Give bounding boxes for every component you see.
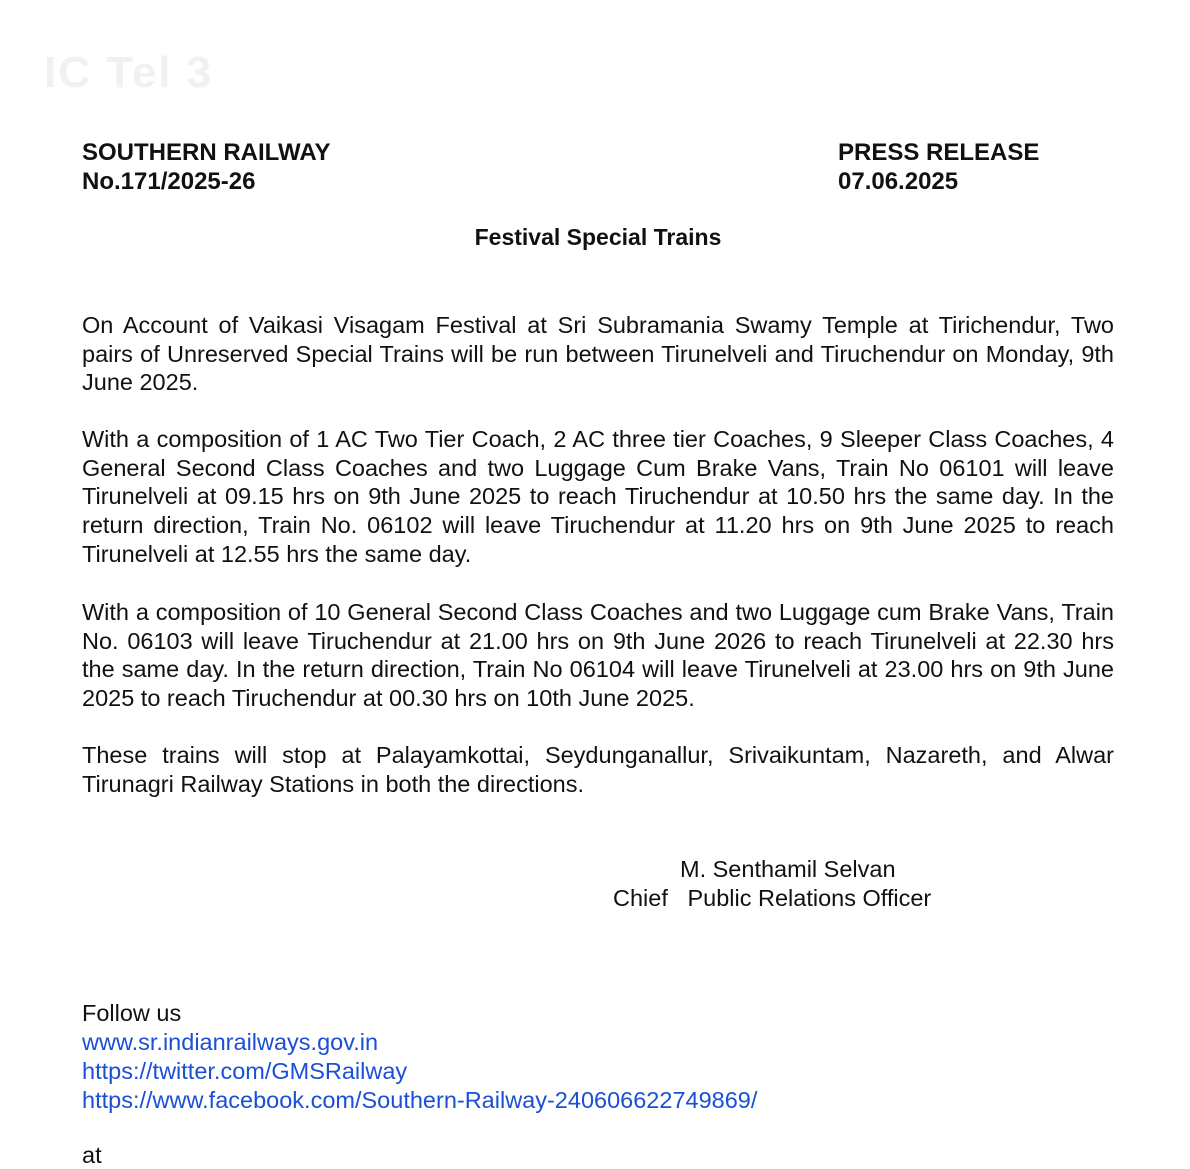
- paragraph-stops: These trains will stop at Palayamkottai, Seydunganallur, Srivaikuntam, Nazareth, and Alwar Tirunagri Railway Stations in both the directions.: [82, 742, 1114, 797]
- follow-us-label: Follow us: [82, 1000, 182, 1026]
- org-name: SOUTHERN RAILWAY: [82, 139, 331, 166]
- facebook-link[interactable]: https://www.facebook.com/Southern-Railway-240606622749869/: [82, 1087, 758, 1113]
- release-date: 07.06.2025: [838, 168, 959, 195]
- website-link[interactable]: www.sr.indianrailways.gov.in: [82, 1029, 379, 1055]
- paragraph-train-pair-1: With a composition of 1 AC Two Tier Coach, 2 AC three tier Coaches, 9 Sleeper Class Coaches, 4 General Second Class Coaches and two Luggage Cum Brake Vans, Train No 06101 will leave Tirunelveli at 09.15 hrs on 9th June 2025 to reach Tiruchendur at 10.50 hrs the same day. In the return direction, Train No. 06102 will leave Tiruchendur at 11.20 hrs on 9th June 2025 to reach Tirunelveli at 12.55 hrs the same day.: [82, 426, 1114, 567]
- header-right: [838, 138, 1039, 196]
- signatory-name: M. Senthamil Selvan: [680, 856, 896, 882]
- twitter-link[interactable]: https://twitter.com/GMSRailway: [82, 1058, 408, 1084]
- paragraph-intro: On Account of Vaikasi Visagam Festival at Sri Subramania Swamy Temple at Tirichendur, Two pairs of Unreserved Special Trains will be run between Tirunelveli and Tiruchendur on Monday, 9th June 2025.: [82, 312, 1114, 396]
- signatory-title: Chief Public Relations Officer: [613, 885, 932, 911]
- paragraph-train-pair-2: With a composition of 10 General Second Class Coaches and two Luggage cum Brake Vans, Train No. 06103 will leave Tiruchendur at 21.00 hrs on 9th June 2026 to reach Tirunelveli at 22.30 hrs the same day. In the return direction, Train No 06104 will leave Tirunelveli at 23.00 hrs on 9th June 2025 to reach Tiruchendur at 00.30 hrs on 10th June 2025.: [82, 599, 1114, 712]
- release-type: PRESS RELEASE: [838, 139, 1040, 166]
- release-number: No.171/2025-26: [82, 168, 256, 195]
- page-title: Festival Special Trains: [474, 224, 722, 250]
- header-left: [82, 138, 330, 196]
- trailing-text: at: [82, 1142, 102, 1168]
- watermark-logo: IC Tel 3: [44, 48, 214, 97]
